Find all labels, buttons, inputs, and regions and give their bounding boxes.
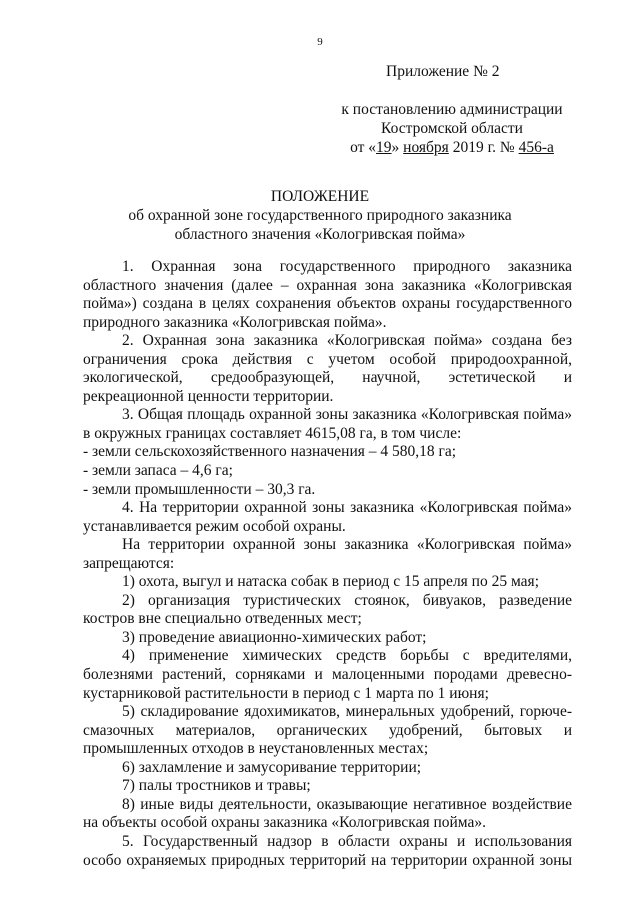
appendix-title: Приложение № 2: [386, 63, 500, 80]
prohibition-6: 6) захламление и замусоривание территории;: [122, 758, 422, 776]
title-heading: ПОЛОЖЕНИЕ: [270, 188, 370, 205]
resolution-date-line: [332, 138, 572, 157]
paragraph-2: 2. Охранная зона заказника «Кологривская пойма» создана без ограничения срока действия с учетом особой природоохранной, экологической, средообразующей, научной, эстетической и рекреационной ценности территории.: [83, 332, 572, 405]
resolution-reference: [332, 100, 572, 157]
date-day: 19: [376, 139, 392, 156]
prohibition-1: 1) охота, выгул и натаска собак в период с 15 апреля по 25 мая;: [122, 573, 539, 591]
title-line-1: об охранной зоне государственного природного заказника: [128, 207, 512, 224]
prohibitions-intro: На территории охранной зоны заказника «Кологривская пойма» запрещаются:: [83, 536, 572, 572]
prohibition-7: 7) палы тростников и травы;: [122, 777, 311, 795]
resolution-line-1: к постановлению администрации: [341, 101, 563, 118]
land-category-industrial: - земли промышленности – 30,3 га.: [83, 480, 316, 498]
page-number: 9: [317, 36, 323, 48]
date-month: ноября: [403, 139, 449, 156]
land-category-reserve: - земли запаса – 4,6 га;: [83, 462, 233, 480]
date-prefix: от «: [350, 139, 377, 156]
resolution-line-2: Костромской области: [381, 120, 523, 137]
prohibition-4: 4) применение химических средств борьбы с вредителями, болезнями растений, сорняками и малоценными породами древесно-кустарниковой растительности в период с 1 марта по 1 июня;: [83, 647, 572, 702]
land-category-agricultural: - земли сельскохозяйственного назначения – 4 580,18 га;: [83, 443, 457, 461]
title-line-2: областного значения «Кологривская пойма»: [174, 226, 466, 243]
paragraph-1: 1. Охранная зона государственного природного заказника областного значения (далее – охранная зона заказника «Кологривская пойма») создана в целях сохранения объектов охраны государственного природного заказника «Кологривская пойма».: [83, 258, 572, 331]
prohibition-2: 2) организация туристических стоянок, бивуаков, разведение костров вне специально отведенных мест;: [83, 591, 572, 628]
paragraph-5: 5. Государственный надзор в области охраны и использования особо охраняемых природных территорий на территории охранной зоны: [83, 832, 572, 869]
prohibition-8: 8) иные виды деятельности, оказывающие негативное воздействие на объекты особой охраны заказника «Кологривская пойма».: [83, 795, 572, 832]
prohibition-3: 3) проведение авиационно-химических работ;: [122, 628, 427, 646]
paragraph-3: 3. Общая площадь охранной зоны заказника «Кологривская пойма» в окружных границах составляет 4615,08 га, в том числе:: [83, 406, 572, 442]
date-mid-1: »: [391, 139, 404, 156]
date-mid-2: 2019 г. №: [448, 139, 519, 156]
document-title: [0, 187, 640, 244]
document-body: [83, 258, 572, 870]
paragraph-4: 4. На территории охранной зоны заказника «Кологривская пойма» устанавливается режим особой охраны.: [83, 499, 572, 535]
appendix-label: [340, 62, 500, 81]
prohibition-5: 5) складирование ядохимикатов, минеральных удобрений, горюче-смазочных материалов, органических удобрений, бытовых и промышленных отходов в неустановленных местах;: [83, 703, 572, 758]
resolution-number: 456-а: [518, 139, 554, 156]
